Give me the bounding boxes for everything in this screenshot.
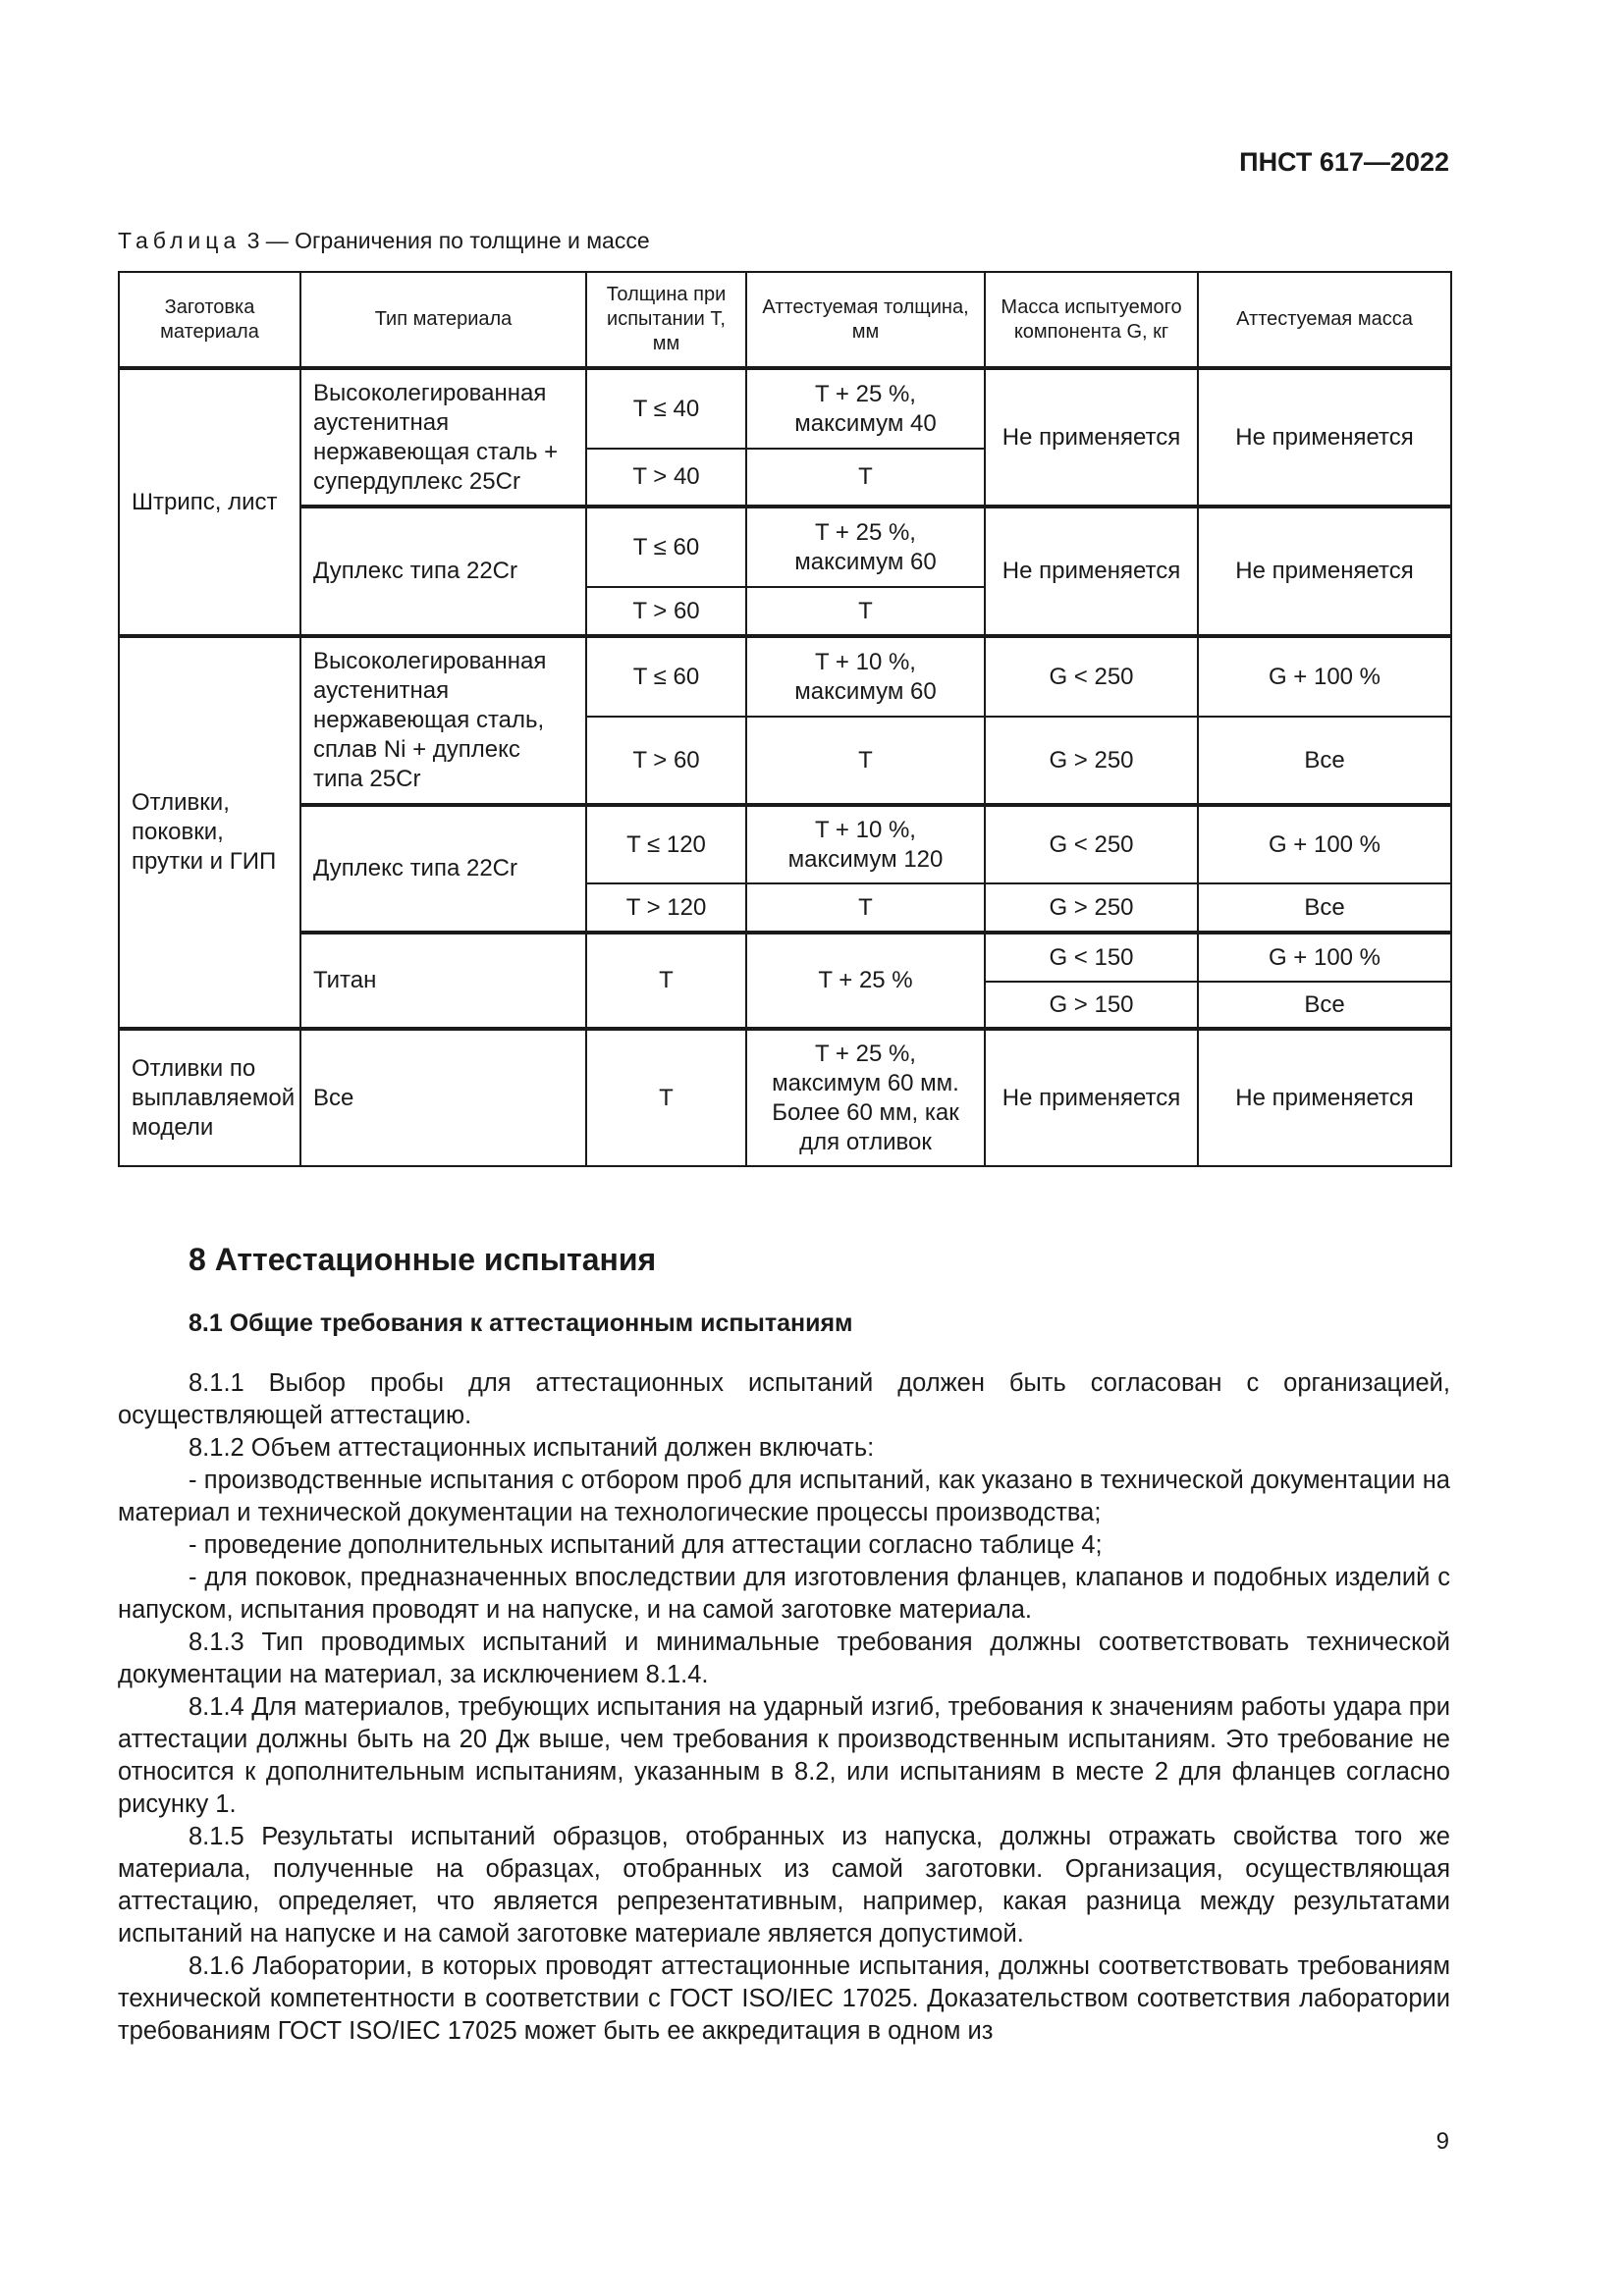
header-blank: Заготовка материала: [119, 272, 300, 368]
paragraph: - производственные испытания с отбором проб для испытаний, как указано в технической документации на материал и технической документации на технологические процессы производства;: [118, 1467, 1450, 1526]
cell-component-mass: Не применяется: [985, 507, 1198, 636]
table-row: [119, 805, 1451, 883]
cell-test-thickness: T ≤ 120: [586, 805, 746, 883]
cell-material: Все: [300, 1029, 586, 1166]
cell-blank: Отливки по выплавляемой модели: [119, 1029, 300, 1166]
table-caption-text: 3 — Ограничения по толщине и массе: [246, 228, 650, 253]
body-text: [118, 1367, 1450, 2048]
cell-qualified-mass: G + 100 %: [1198, 933, 1451, 982]
cell-component-mass: G > 250: [985, 717, 1198, 805]
limits-table: [118, 271, 1452, 1167]
cell-qualified-mass: Все: [1198, 982, 1451, 1029]
cell-qualified-mass: Не применяется: [1198, 368, 1451, 507]
cell-component-mass: G < 250: [985, 636, 1198, 717]
cell-material: Высоколегированная аустенитная нержавеющая сталь + супердуплекс 25Cr: [300, 368, 586, 507]
cell-blank: Отливки, поковки, прутки и ГИП: [119, 636, 300, 1029]
cell-qualified-thickness: T: [746, 449, 985, 507]
cell-qualified-thickness: T: [746, 587, 985, 636]
cell-qualified-thickness: T: [746, 883, 985, 933]
table-row: [119, 507, 1451, 587]
table-row: [119, 368, 1451, 449]
paragraph: 8.1.2 Объем аттестационных испытаний должен включать:: [189, 1434, 875, 1462]
cell-blank: Штрипс, лист: [119, 368, 300, 636]
paragraph: - для поковок, предназначенных впоследствии для изготовления фланцев, клапанов и подобных изделий с напуском, испытания проводят и на напуске, и на самой заготовке материала.: [118, 1564, 1450, 1624]
cell-component-mass: G > 150: [985, 982, 1198, 1029]
header-material-type: Тип материала: [300, 272, 586, 368]
cell-component-mass: G > 250: [985, 883, 1198, 933]
cell-component-mass: Не применяется: [985, 1029, 1198, 1166]
section-title: 8 Аттестационные испытания: [189, 1242, 657, 1277]
paragraph: 8.1.1 Выбор пробы для аттестационных испытаний должен быть согласован с организацией, осуществляющей аттестацию.: [118, 1369, 1450, 1429]
paragraph: 8.1.6 Лаборатории, в которых проводят аттестационные испытания, должны соответствовать требованиям технической компетентности в соответствии с ГОСТ ISO/IEC 17025. Доказательством соответствия лаборатории требованиям ГОСТ ISO/IEC 17025 может быть ее аккредитация в одном из: [118, 1952, 1450, 2045]
cell-test-thickness: T ≤ 60: [586, 507, 746, 587]
cell-test-thickness: T > 40: [586, 449, 746, 507]
table-caption-label: Таблица: [118, 228, 242, 253]
cell-material: Дуплекс типа 22Cr: [300, 805, 586, 933]
cell-test-thickness: T > 120: [586, 883, 746, 933]
cell-qualified-mass: Все: [1198, 717, 1451, 805]
table-row: [119, 636, 1451, 717]
header-component-mass: Масса испытуемого компонента G, кг: [985, 272, 1198, 368]
cell-test-thickness: T > 60: [586, 717, 746, 805]
header-test-thickness: Толщина при испытании T, мм: [586, 272, 746, 368]
cell-test-thickness: T: [586, 933, 746, 1029]
cell-material: Дуплекс типа 22Cr: [300, 507, 586, 636]
cell-qualified-thickness: T + 25 %, максимум 60 мм. Более 60 мм, как для отливок: [746, 1029, 985, 1166]
header-qualified-thickness: Аттестуемая толщина, мм: [746, 272, 985, 368]
paragraph: 8.1.3 Тип проводимых испытаний и минимальные требования должны соответствовать технической документации на материал, за исключением 8.1.4.: [118, 1629, 1450, 1688]
paragraph: 8.1.5 Результаты испытаний образцов, отобранных из напуска, должны отражать свойства того же материала, полученные на образцах, отобранных из самой заготовки. Организация, осуществляющая аттестацию, определяет, что является репрезентативным, например, какая разница между результатами испытаний на напуске и на самой заготовке материале является допустимой.: [118, 1823, 1450, 1948]
cell-qualified-thickness: T: [746, 717, 985, 805]
cell-test-thickness: T > 60: [586, 587, 746, 636]
header-qualified-mass: Аттестуемая масса: [1198, 272, 1451, 368]
cell-qualified-mass: Все: [1198, 883, 1451, 933]
table-caption: [118, 228, 650, 254]
cell-qualified-thickness: T + 25 %: [746, 933, 985, 1029]
cell-component-mass: G < 150: [985, 933, 1198, 982]
subsection-title: 8.1 Общие требования к аттестационным испытаниям: [189, 1309, 853, 1337]
table-row: [119, 1029, 1451, 1166]
cell-test-thickness: T ≤ 60: [586, 636, 746, 717]
table-header-row: [119, 272, 1451, 368]
paragraph: - проведение дополнительных испытаний для аттестации согласно таблице 4;: [189, 1531, 1103, 1559]
cell-component-mass: Не применяется: [985, 368, 1198, 507]
cell-component-mass: G < 250: [985, 805, 1198, 883]
cell-qualified-thickness: T + 10 %, максимум 120: [746, 805, 985, 883]
document-code: ПНСТ 617—2022: [1239, 147, 1449, 177]
cell-qualified-mass: Не применяется: [1198, 507, 1451, 636]
cell-material: Титан: [300, 933, 586, 1029]
cell-qualified-thickness: T + 25 %, максимум 40: [746, 368, 985, 449]
cell-test-thickness: T ≤ 40: [586, 368, 746, 449]
cell-qualified-mass: G + 100 %: [1198, 805, 1451, 883]
cell-qualified-mass: G + 100 %: [1198, 636, 1451, 717]
cell-test-thickness: T: [586, 1029, 746, 1166]
cell-qualified-thickness: T + 10 %, максимум 60: [746, 636, 985, 717]
cell-qualified-thickness: T + 25 %, максимум 60: [746, 507, 985, 587]
table-row: [119, 933, 1451, 982]
cell-material: Высоколегированная аустенитная нержавеющая сталь, сплав Ni + дуплекс типа 25Cr: [300, 636, 586, 805]
page-number: 9: [1435, 2128, 1449, 2155]
paragraph: 8.1.4 Для материалов, требующих испытания на ударный изгиб, требования к значениям работы удара при аттестации должны быть на 20 Дж выше, чем требования к производственным испытаниям. Это требование не относится к дополнительным испытаниям, указанным в 8.2, или испытаниям в месте 2 для фланцев согласно рисунку 1.: [118, 1693, 1450, 1818]
cell-qualified-mass: Не применяется: [1198, 1029, 1451, 1166]
